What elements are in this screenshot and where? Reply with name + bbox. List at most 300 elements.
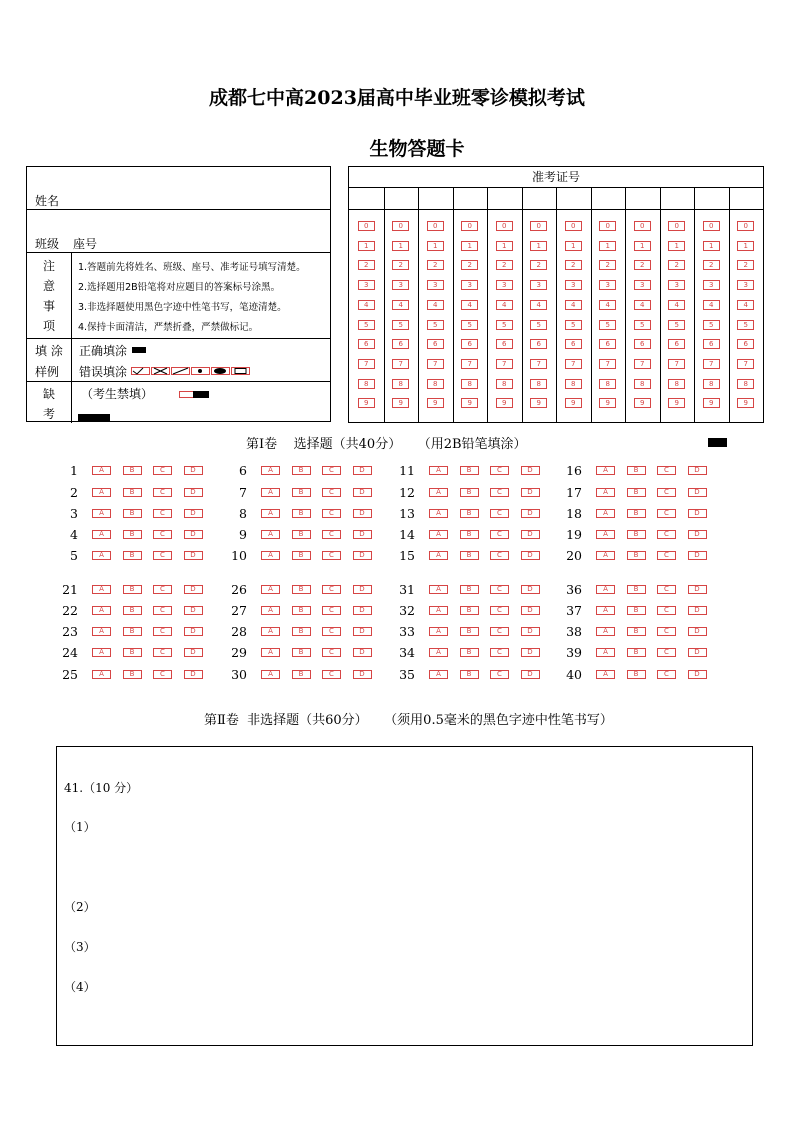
exam-id-bubble[interactable]: 8 — [392, 379, 409, 389]
answer-bubble-a[interactable]: A — [92, 648, 111, 657]
answer-bubble-d[interactable]: D — [521, 530, 540, 539]
exam-id-bubble[interactable]: 6 — [668, 339, 685, 349]
answer-bubble-a[interactable]: A — [261, 530, 280, 539]
answer-bubble-b[interactable]: B — [292, 551, 311, 560]
answer-bubble-c[interactable]: C — [153, 670, 172, 679]
exam-id-bubble[interactable]: 9 — [703, 398, 720, 408]
exam-id-column-divider — [384, 188, 385, 422]
answer-bubble-a[interactable]: A — [261, 509, 280, 518]
exam-id-bubble[interactable]: 3 — [668, 280, 685, 290]
exam-id-bubble[interactable]: 7 — [530, 359, 547, 369]
answer-bubble-c[interactable]: C — [322, 551, 341, 560]
exam-id-bubble[interactable]: 8 — [703, 379, 720, 389]
exam-id-bubble[interactable]: 3 — [565, 280, 582, 290]
answer-bubble-a[interactable]: A — [596, 670, 615, 679]
exam-id-bubble[interactable]: 2 — [392, 260, 409, 270]
answer-bubble-d[interactable]: D — [521, 585, 540, 594]
answer-bubble-b[interactable]: B — [292, 488, 311, 497]
exam-id-bubble[interactable]: 9 — [737, 398, 754, 408]
question-number: 11 — [399, 463, 415, 478]
answer-bubble-c[interactable]: C — [322, 648, 341, 657]
answer-bubble-d[interactable]: D — [353, 627, 372, 636]
exam-id-bubble[interactable]: 7 — [496, 359, 513, 369]
exam-id-bubble[interactable]: 5 — [565, 320, 582, 330]
exam-id-bubble[interactable]: 0 — [427, 221, 444, 231]
answer-bubble-d[interactable]: D — [688, 551, 707, 560]
question-number: 5 — [70, 548, 78, 563]
answer-bubble-a[interactable]: A — [261, 606, 280, 615]
answer-bubble-a[interactable]: A — [92, 606, 111, 615]
answer-bubble-a[interactable]: A — [596, 648, 615, 657]
answer-bubble-b[interactable]: B — [123, 466, 142, 475]
answer-bubble-a[interactable]: A — [596, 627, 615, 636]
answer-bubble-a[interactable]: A — [596, 606, 615, 615]
exam-id-bubble[interactable]: 4 — [634, 300, 651, 310]
exam-id-bubble[interactable]: 4 — [392, 300, 409, 310]
answer-bubble-d[interactable]: D — [184, 670, 203, 679]
exam-id-bubble[interactable]: 6 — [599, 339, 616, 349]
exam-id-bubble[interactable]: 0 — [565, 221, 582, 231]
answer-bubble-d[interactable]: D — [688, 670, 707, 679]
answer-bubble-b[interactable]: B — [460, 627, 479, 636]
exam-id-bubble[interactable]: 8 — [634, 379, 651, 389]
answer-bubble-b[interactable]: B — [292, 627, 311, 636]
exam-id-bubble[interactable]: 6 — [634, 339, 651, 349]
exam-id-bubble[interactable]: 3 — [737, 280, 754, 290]
answer-bubble-c[interactable]: C — [153, 627, 172, 636]
answer-bubble-b[interactable]: B — [292, 585, 311, 594]
answer-bubble-d[interactable]: D — [521, 648, 540, 657]
answer-bubble-d[interactable]: D — [353, 488, 372, 497]
exam-id-bubble[interactable]: 0 — [530, 221, 547, 231]
answer-bubble-b[interactable]: B — [627, 585, 646, 594]
exam-id-bubble[interactable]: 4 — [530, 300, 547, 310]
exam-id-bubble[interactable]: 1 — [530, 241, 547, 251]
answer-bubble-c[interactable]: C — [153, 648, 172, 657]
answer-bubble-d[interactable]: D — [184, 627, 203, 636]
answer-bubble-d[interactable]: D — [184, 530, 203, 539]
answer-bubble-b[interactable]: B — [123, 488, 142, 497]
answer-bubble-d[interactable]: D — [184, 648, 203, 657]
exam-id-bubble[interactable]: 5 — [737, 320, 754, 330]
exam-id-bubble[interactable]: 1 — [565, 241, 582, 251]
answer-bubble-b[interactable]: B — [123, 670, 142, 679]
exam-id-bubble[interactable]: 9 — [565, 398, 582, 408]
answer-bubble-c[interactable]: C — [153, 466, 172, 475]
answer-bubble-a[interactable]: A — [92, 670, 111, 679]
exam-id-bubble[interactable]: 1 — [634, 241, 651, 251]
answer-bubble-b[interactable]: B — [460, 585, 479, 594]
exam-id-bubble[interactable]: 6 — [358, 339, 375, 349]
question-number: 24 — [62, 645, 78, 660]
answer-bubble-c[interactable]: C — [490, 585, 509, 594]
exam-id-bubble[interactable]: 0 — [496, 221, 513, 231]
answer-bubble-c[interactable]: C — [657, 488, 676, 497]
exam-id-bubble[interactable]: 5 — [599, 320, 616, 330]
exam-id-bubble[interactable]: 2 — [565, 260, 582, 270]
answer-bubble-a[interactable]: A — [261, 670, 280, 679]
answer-bubble-b[interactable]: B — [460, 551, 479, 560]
exam-id-bubble[interactable]: 1 — [599, 241, 616, 251]
question-number: 21 — [62, 582, 78, 597]
exam-id-bubble[interactable]: 4 — [496, 300, 513, 310]
answer-bubble-c[interactable]: C — [322, 627, 341, 636]
answer-bubble-c[interactable]: C — [657, 648, 676, 657]
exam-id-bubble[interactable]: 1 — [703, 241, 720, 251]
question-number: 25 — [62, 667, 78, 682]
answer-bubble-b[interactable]: B — [292, 670, 311, 679]
exam-id-column-divider — [660, 188, 661, 422]
answer-bubble-d[interactable]: D — [353, 466, 372, 475]
answer-bubble-a[interactable]: A — [596, 585, 615, 594]
exam-id-bubble[interactable]: 0 — [461, 221, 478, 231]
class-seat-row[interactable] — [27, 210, 330, 253]
exam-id-bubble[interactable]: 7 — [565, 359, 582, 369]
answer-bubble-c[interactable]: C — [322, 606, 341, 615]
answer-bubble-c[interactable]: C — [657, 606, 676, 615]
name-row[interactable] — [27, 167, 330, 210]
answer-bubble-c[interactable]: C — [322, 585, 341, 594]
answer-bubble-d[interactable]: D — [184, 466, 203, 475]
answer-bubble-d[interactable]: D — [521, 606, 540, 615]
exam-id-bubble[interactable]: 7 — [668, 359, 685, 369]
exam-id-bubble[interactable]: 3 — [530, 280, 547, 290]
answer-bubble-d[interactable]: D — [184, 585, 203, 594]
exam-id-bubble[interactable]: 6 — [703, 339, 720, 349]
page-subtitle: 生物答题卡 — [369, 138, 465, 160]
answer-bubble-a[interactable]: A — [429, 670, 448, 679]
exam-id-bubble[interactable]: 1 — [496, 241, 513, 251]
answer-bubble-b[interactable]: B — [123, 530, 142, 539]
answer-box-41[interactable] — [56, 746, 753, 1046]
exam-id-bubble[interactable]: 8 — [461, 379, 478, 389]
answer-bubble-a[interactable]: A — [429, 488, 448, 497]
answer-bubble-c[interactable]: C — [490, 627, 509, 636]
exam-id-bubble[interactable]: 5 — [634, 320, 651, 330]
answer-bubble-b[interactable]: B — [292, 530, 311, 539]
exam-id-bubble[interactable]: 6 — [461, 339, 478, 349]
answer-bubble-d[interactable]: D — [521, 466, 540, 475]
exam-id-bubble[interactable]: 0 — [737, 221, 754, 231]
exam-id-bubble[interactable]: 7 — [634, 359, 651, 369]
answer-bubble-c[interactable]: C — [657, 627, 676, 636]
answer-bubble-d[interactable]: D — [353, 530, 372, 539]
answer-bubble-a[interactable]: A — [92, 551, 111, 560]
answer-bubble-a[interactable]: A — [261, 648, 280, 657]
exam-id-bubble[interactable]: 1 — [668, 241, 685, 251]
answer-bubble-d[interactable]: D — [184, 551, 203, 560]
answer-bubble-d[interactable]: D — [353, 585, 372, 594]
exam-id-bubble[interactable]: 7 — [703, 359, 720, 369]
answer-bubble-c[interactable]: C — [490, 488, 509, 497]
answer-bubble-d[interactable]: D — [521, 488, 540, 497]
exam-id-bubble[interactable]: 8 — [599, 379, 616, 389]
exam-id-bubble[interactable]: 6 — [530, 339, 547, 349]
answer-bubble-c[interactable]: C — [657, 530, 676, 539]
exam-id-bubble[interactable]: 4 — [358, 300, 375, 310]
answer-bubble-d[interactable]: D — [521, 551, 540, 560]
answer-bubble-a[interactable]: A — [261, 551, 280, 560]
answer-bubble-b[interactable]: B — [292, 648, 311, 657]
exam-id-bubble[interactable]: 5 — [461, 320, 478, 330]
exam-id-bubble[interactable]: 2 — [703, 260, 720, 270]
answer-bubble-d[interactable]: D — [521, 670, 540, 679]
answer-bubble-a[interactable]: A — [429, 648, 448, 657]
exam-id-bubble[interactable]: 9 — [427, 398, 444, 408]
answer-bubble-d[interactable]: D — [353, 648, 372, 657]
exam-id-bubble[interactable]: 9 — [530, 398, 547, 408]
exam-id-bubble[interactable]: 2 — [530, 260, 547, 270]
exam-id-bubble[interactable]: 6 — [427, 339, 444, 349]
answer-bubble-d[interactable]: D — [353, 551, 372, 560]
exam-id-bubble[interactable]: 4 — [668, 300, 685, 310]
answer-bubble-b[interactable]: B — [292, 509, 311, 518]
answer-bubble-b[interactable]: B — [460, 530, 479, 539]
answer-bubble-c[interactable]: C — [490, 606, 509, 615]
question-number: 12 — [399, 485, 415, 500]
absent-bubble[interactable] — [78, 414, 110, 421]
exam-id-bubble[interactable]: 5 — [392, 320, 409, 330]
answer-bubble-b[interactable]: B — [627, 509, 646, 518]
exam-id-bubble[interactable]: 4 — [737, 300, 754, 310]
answer-bubble-a[interactable]: A — [92, 530, 111, 539]
answer-bubble-a[interactable]: A — [429, 466, 448, 475]
exam-id-bubble[interactable]: 7 — [392, 359, 409, 369]
answer-bubble-c[interactable]: C — [490, 466, 509, 475]
exam-id-bubble[interactable]: 4 — [427, 300, 444, 310]
answer-bubble-c[interactable]: C — [657, 670, 676, 679]
answer-bubble-b[interactable]: B — [123, 627, 142, 636]
exam-id-bubble[interactable]: 5 — [496, 320, 513, 330]
exam-id-bubble[interactable]: 7 — [461, 359, 478, 369]
answer-bubble-b[interactable]: B — [292, 466, 311, 475]
exam-id-bubble[interactable]: 5 — [358, 320, 375, 330]
exam-id-bubble[interactable]: 5 — [668, 320, 685, 330]
exam-id-bubble[interactable]: 2 — [461, 260, 478, 270]
answer-bubble-a[interactable]: A — [429, 551, 448, 560]
exam-id-bubble[interactable]: 1 — [461, 241, 478, 251]
answer-bubble-c[interactable]: C — [153, 551, 172, 560]
answer-bubble-a[interactable]: A — [92, 585, 111, 594]
exam-id-bubble[interactable]: 0 — [358, 221, 375, 231]
exam-id-bubble[interactable]: 7 — [358, 359, 375, 369]
answer-bubble-c[interactable]: C — [322, 466, 341, 475]
exam-id-bubble[interactable]: 3 — [392, 280, 409, 290]
exam-id-bubble[interactable]: 8 — [496, 379, 513, 389]
exam-id-bubble[interactable]: 1 — [392, 241, 409, 251]
answer-bubble-d[interactable]: D — [688, 530, 707, 539]
answer-bubble-b[interactable]: B — [627, 488, 646, 497]
exam-id-bubble[interactable]: 3 — [703, 280, 720, 290]
question-number: 4 — [70, 527, 78, 542]
exam-id-bubble[interactable]: 0 — [703, 221, 720, 231]
answer-bubble-a[interactable]: A — [92, 466, 111, 475]
exam-id-bubble[interactable]: 8 — [530, 379, 547, 389]
answer-bubble-d[interactable]: D — [521, 509, 540, 518]
answer-bubble-a[interactable]: A — [261, 585, 280, 594]
exam-id-bubble[interactable]: 9 — [668, 398, 685, 408]
exam-id-bubble[interactable]: 3 — [634, 280, 651, 290]
answer-bubble-b[interactable]: B — [123, 606, 142, 615]
exam-id-bubble[interactable]: 7 — [427, 359, 444, 369]
exam-id-bubble[interactable]: 2 — [634, 260, 651, 270]
answer-bubble-c[interactable]: C — [322, 509, 341, 518]
exam-id-bubble[interactable]: 9 — [496, 398, 513, 408]
exam-id-bubble[interactable]: 3 — [427, 280, 444, 290]
exam-id-bubble[interactable]: 5 — [427, 320, 444, 330]
answer-bubble-a[interactable]: A — [261, 627, 280, 636]
exam-id-bubble[interactable]: 8 — [737, 379, 754, 389]
exam-id-bubble[interactable]: 2 — [668, 260, 685, 270]
answer-bubble-a[interactable]: A — [429, 530, 448, 539]
exam-id-bubble[interactable]: 2 — [599, 260, 616, 270]
exam-id-bubble[interactable]: 6 — [737, 339, 754, 349]
answer-bubble-c[interactable]: C — [490, 530, 509, 539]
answer-bubble-b[interactable]: B — [460, 488, 479, 497]
answer-bubble-b[interactable]: B — [460, 606, 479, 615]
answer-bubble-c[interactable]: C — [490, 551, 509, 560]
exam-id-bubble[interactable]: 9 — [634, 398, 651, 408]
answer-bubble-d[interactable]: D — [688, 648, 707, 657]
exam-id-bubble[interactable]: 9 — [392, 398, 409, 408]
exam-id-bubble[interactable]: 8 — [668, 379, 685, 389]
exam-id-bubble[interactable]: 9 — [599, 398, 616, 408]
exam-id-bubble[interactable]: 1 — [737, 241, 754, 251]
answer-bubble-b[interactable]: B — [460, 466, 479, 475]
answer-bubble-a[interactable]: A — [92, 509, 111, 518]
answer-bubble-b[interactable]: B — [460, 670, 479, 679]
question-number: 14 — [399, 527, 415, 542]
answer-bubble-c[interactable]: C — [153, 606, 172, 615]
answer-bubble-c[interactable]: C — [322, 488, 341, 497]
answer-bubble-d[interactable]: D — [353, 509, 372, 518]
answer-bubble-c[interactable]: C — [322, 530, 341, 539]
exam-id-bubble[interactable]: 4 — [599, 300, 616, 310]
answer-bubble-c[interactable]: C — [657, 551, 676, 560]
answer-bubble-a[interactable]: A — [596, 530, 615, 539]
question-number: 26 — [231, 582, 247, 597]
answer-bubble-c[interactable]: C — [490, 670, 509, 679]
exam-id-bubble[interactable]: 6 — [565, 339, 582, 349]
answer-bubble-b[interactable]: B — [460, 648, 479, 657]
answer-bubble-d[interactable]: D — [184, 606, 203, 615]
exam-id-bubble[interactable]: 8 — [358, 379, 375, 389]
answer-bubble-b[interactable]: B — [123, 585, 142, 594]
answer-bubble-d[interactable]: D — [688, 585, 707, 594]
exam-id-bubble[interactable]: 1 — [358, 241, 375, 251]
exam-id-bubble[interactable]: 3 — [461, 280, 478, 290]
answer-bubble-c[interactable]: C — [153, 530, 172, 539]
exam-id-bubble[interactable]: 6 — [392, 339, 409, 349]
answer-bubble-a[interactable]: A — [596, 551, 615, 560]
answer-bubble-c[interactable]: C — [657, 509, 676, 518]
answer-bubble-a[interactable]: A — [429, 509, 448, 518]
answer-bubble-d[interactable]: D — [688, 606, 707, 615]
exam-id-bubble[interactable]: 5 — [703, 320, 720, 330]
answer-bubble-b[interactable]: B — [292, 606, 311, 615]
answer-bubble-a[interactable]: A — [92, 627, 111, 636]
exam-id-bubble[interactable]: 0 — [668, 221, 685, 231]
exam-id-bubble[interactable]: 2 — [496, 260, 513, 270]
answer-bubble-c[interactable]: C — [153, 488, 172, 497]
answer-bubble-b[interactable]: B — [627, 670, 646, 679]
answer-bubble-a[interactable]: A — [261, 466, 280, 475]
exam-id-bubble[interactable]: 0 — [634, 221, 651, 231]
answer-bubble-c[interactable]: C — [490, 648, 509, 657]
answer-bubble-d[interactable]: D — [688, 488, 707, 497]
answer-bubble-b[interactable]: B — [627, 627, 646, 636]
answer-bubble-c[interactable]: C — [322, 670, 341, 679]
answer-bubble-c[interactable]: C — [657, 585, 676, 594]
exam-id-bubble[interactable]: 2 — [737, 260, 754, 270]
answer-bubble-a[interactable]: A — [429, 585, 448, 594]
exam-id-bubble[interactable]: 4 — [703, 300, 720, 310]
answer-bubble-a[interactable]: A — [429, 606, 448, 615]
answer-bubble-b[interactable]: B — [627, 466, 646, 475]
exam-id-bubble[interactable]: 7 — [599, 359, 616, 369]
answer-bubble-b[interactable]: B — [627, 648, 646, 657]
answer-bubble-c[interactable]: C — [490, 509, 509, 518]
question-number: 29 — [231, 645, 247, 660]
answer-bubble-d[interactable]: D — [688, 466, 707, 475]
answer-bubble-b[interactable]: B — [123, 551, 142, 560]
exam-id-bubble[interactable]: 0 — [599, 221, 616, 231]
exam-id-bubble[interactable]: 3 — [599, 280, 616, 290]
answer-bubble-b[interactable]: B — [460, 509, 479, 518]
answer-bubble-d[interactable]: D — [184, 509, 203, 518]
exam-id-column-divider — [522, 188, 523, 422]
exam-id-bubble[interactable]: 4 — [461, 300, 478, 310]
exam-id-bubble[interactable]: 8 — [565, 379, 582, 389]
answer-bubble-d[interactable]: D — [521, 627, 540, 636]
exam-id-bubble[interactable]: 4 — [565, 300, 582, 310]
exam-id-bubble[interactable]: 0 — [392, 221, 409, 231]
answer-bubble-b[interactable]: B — [627, 606, 646, 615]
question-number: 7 — [239, 485, 247, 500]
exam-id-bubble[interactable]: 7 — [737, 359, 754, 369]
exam-id-bubble[interactable]: 5 — [530, 320, 547, 330]
exam-id-bubble[interactable]: 9 — [461, 398, 478, 408]
exam-id-bubble[interactable]: 9 — [358, 398, 375, 408]
exam-id-bubble[interactable]: 6 — [496, 339, 513, 349]
answer-bubble-b[interactable]: B — [123, 648, 142, 657]
answer-bubble-d[interactable]: D — [688, 627, 707, 636]
exam-id-bubble[interactable]: 3 — [358, 280, 375, 290]
exam-id-bubble[interactable]: 1 — [427, 241, 444, 251]
exam-id-bubble[interactable]: 2 — [358, 260, 375, 270]
answer-bubble-b[interactable]: B — [123, 509, 142, 518]
answer-bubble-a[interactable]: A — [596, 509, 615, 518]
answer-bubble-a[interactable]: A — [596, 488, 615, 497]
answer-bubble-d[interactable]: D — [353, 606, 372, 615]
answer-bubble-d[interactable]: D — [184, 488, 203, 497]
answer-bubble-a[interactable]: A — [596, 466, 615, 475]
answer-bubble-c[interactable]: C — [657, 466, 676, 475]
answer-bubble-b[interactable]: B — [627, 551, 646, 560]
answer-bubble-d[interactable]: D — [688, 509, 707, 518]
exam-id-bubble[interactable]: 8 — [427, 379, 444, 389]
answer-bubble-a[interactable]: A — [92, 488, 111, 497]
answer-bubble-a[interactable]: A — [261, 488, 280, 497]
answer-bubble-c[interactable]: C — [153, 509, 172, 518]
answer-bubble-d[interactable]: D — [353, 670, 372, 679]
exam-id-bubble[interactable]: 2 — [427, 260, 444, 270]
answer-bubble-c[interactable]: C — [153, 585, 172, 594]
section2-title: 第Ⅱ卷 非选择题（共60分） （须用0.5毫米的黑色字迹中性笔书写） — [204, 713, 613, 728]
answer-bubble-b[interactable]: B — [627, 530, 646, 539]
answer-bubble-a[interactable]: A — [429, 627, 448, 636]
exam-id-bubble[interactable]: 3 — [496, 280, 513, 290]
